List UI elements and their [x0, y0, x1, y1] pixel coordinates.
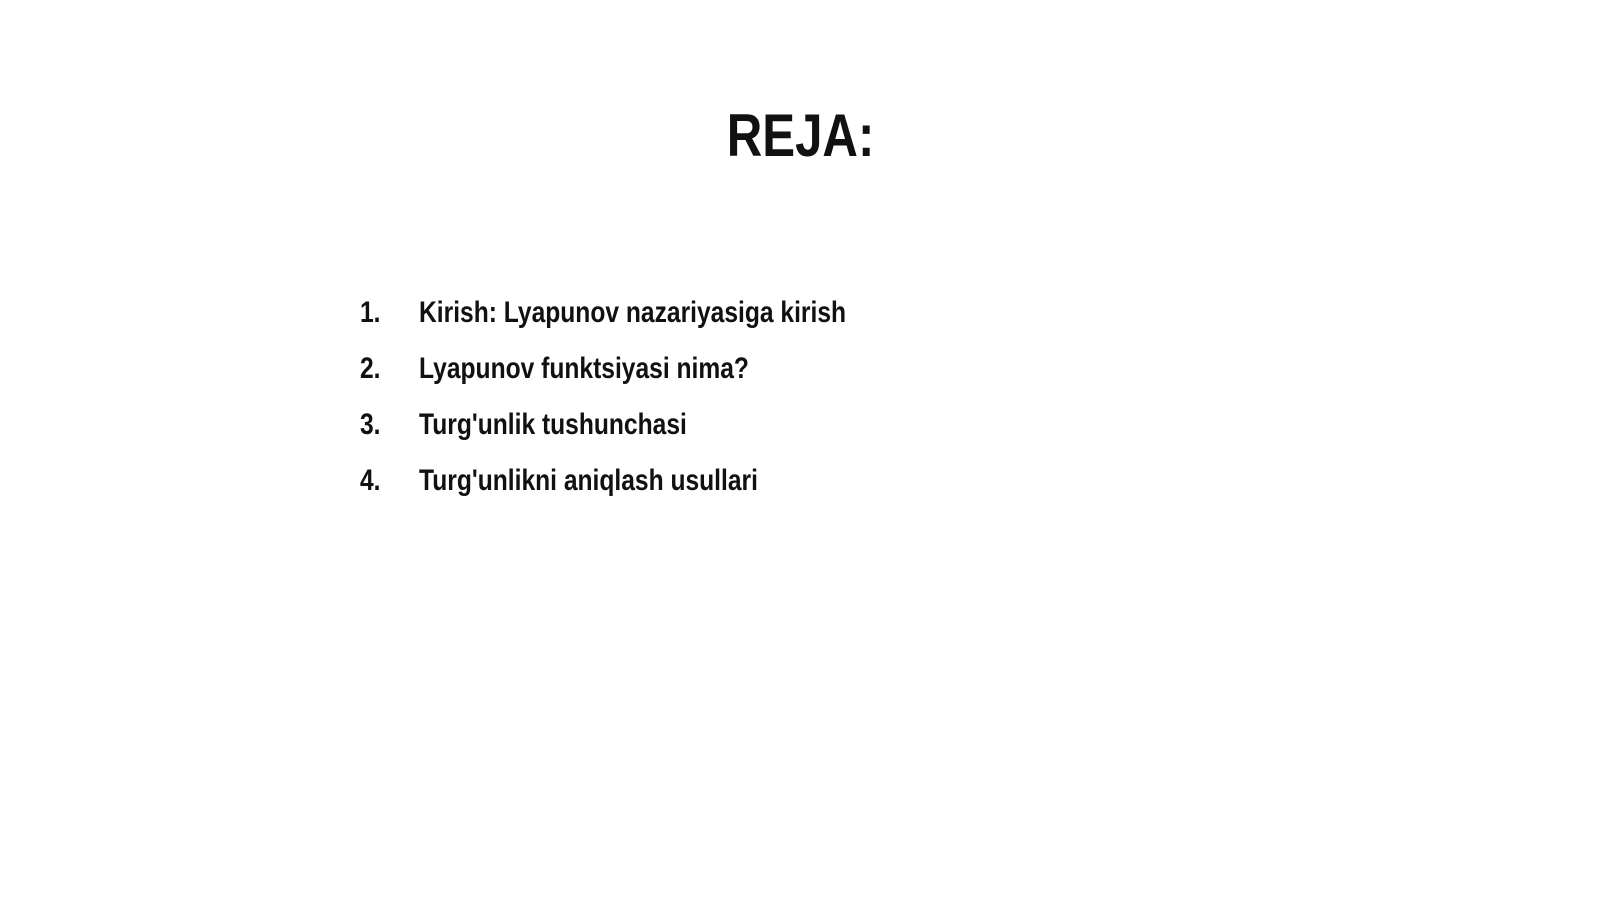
list-item — [360, 288, 846, 344]
list-item-text: Turg'unlikni aniqlash usullari — [419, 464, 758, 497]
list-item-number: 3. — [360, 408, 381, 441]
slide-title: REJA: — [726, 102, 875, 169]
plan-list — [360, 288, 953, 512]
list-item — [360, 456, 846, 512]
list-item — [360, 400, 846, 456]
list-item-text: Lyapunov funktsiyasi nima? — [419, 352, 749, 385]
list-item-number: 2. — [360, 352, 381, 385]
list-item-number: 4. — [360, 464, 381, 497]
list-item-number: 1. — [360, 296, 381, 329]
list-item-text: Kirish: Lyapunov nazariyasiga kirish — [419, 296, 847, 329]
list-item — [360, 344, 846, 400]
list-item-text: Turg'unlik tushunchasi — [419, 408, 687, 441]
